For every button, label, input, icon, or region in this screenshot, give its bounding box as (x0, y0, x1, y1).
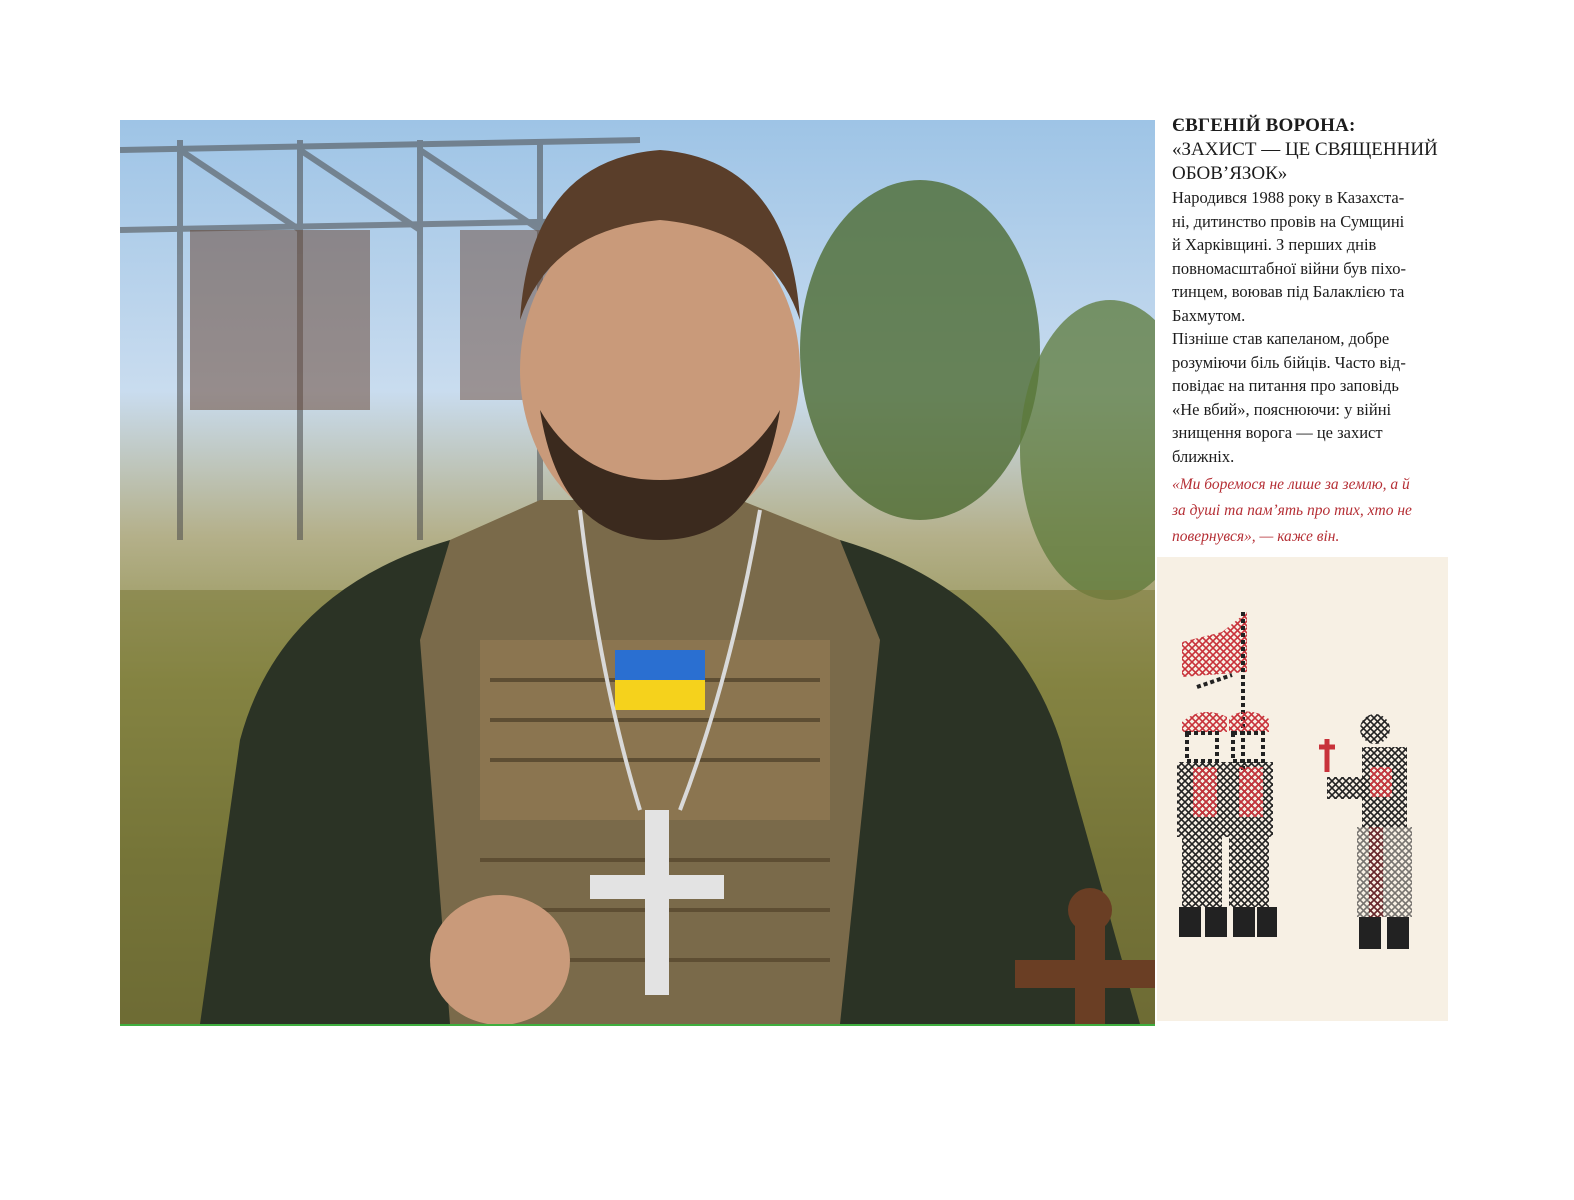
embroidered-chaplain-icon (1319, 714, 1412, 949)
rusted-building (190, 230, 370, 410)
pectoral-cross-bar (590, 875, 724, 899)
embroidery-illustration (1157, 557, 1448, 1021)
article-text (1172, 114, 1457, 550)
person-name: ЄВГЕНІЙ ВОРОНА: (1172, 115, 1356, 136)
portrait-photo (120, 120, 1155, 1026)
portrait-illustration (120, 120, 1155, 1024)
pull-quote: «Ми боремося не лише за землю, а й за душі та пам’ять про тих, хто не повернувся», — каже він. (1172, 476, 1412, 545)
quote-headline: «ЗАХИСТ — ЦЕ СВЯЩЕННИЙ ОБОВ’ЯЗОК» (1172, 139, 1438, 184)
embroidered-soldiers-icon (1177, 711, 1277, 937)
tree (800, 180, 1040, 520)
cross-stitch-figures (1157, 557, 1448, 1021)
ukraine-flag-patch (615, 650, 705, 680)
hand (430, 895, 570, 1024)
tree (1020, 300, 1155, 600)
embroidered-flag-icon (1182, 612, 1247, 772)
ukraine-flag-patch-yellow (615, 680, 705, 710)
biography: Народився 1988 року в Казахста- ні, дитинство провів на Сумщині й Харківщині. З перших днів повномасштабної війни був піхо- тинцем, воював під Балаклією та Бахмутом. Пізніше став капеланом, добре розуміючи біль бійців. Часто від- повідає на питання про заповідь «Не вбий», пояснюючи: у війні знищення ворога — це захист ближніх. (1172, 188, 1406, 466)
pectoral-cross-icon (645, 810, 669, 995)
